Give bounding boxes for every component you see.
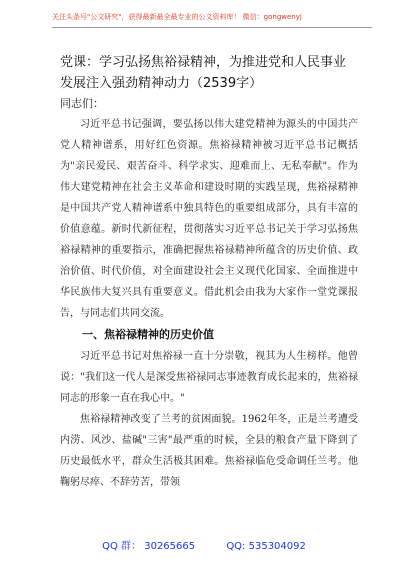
section-paragraph-2: 焦裕禄精神改变了兰考的贫困面貌。1962年冬，正是兰考遭受内涝、风沙、盐碱"三害"最严重的时候，全县的粮食产量下降到了历史最低水平，群众生活极其困难。焦裕禄临危受命调任兰考。他鞠躬尽瘁、不辞劳苦，带领: [60, 414, 358, 488]
document-title: 党课：学习弘扬焦裕禄精神，为推进党和人民事业发展注入强劲精神动力（2539字）: [60, 55, 347, 91]
section-paragraph-1: 习近平总书记对焦裕禄一直十分崇敬，视其为人生榜样。他曾说："我们这一代人是深受焦裕禄同志事迹教育成长起来的，焦裕禄同志的形象一直在我心中。": [60, 351, 358, 404]
document-body: [60, 52, 358, 493]
salutation: 同志们：: [60, 97, 104, 110]
footer-qq: QQ: 535304092: [226, 541, 306, 552]
header-note: 关注头条号"公文研究"，获得最新最全最专业的公文资料库！ 微信：gongwenyj: [52, 12, 372, 28]
intro-paragraph: 习近平总书记强调，要弘扬以伟大建党精神为源头的中国共产党人精神谱系，用好红色资源。焦裕禄精神被习近平总书记概括为"亲民爱民、艰苦奋斗、科学求实、迎难而上、无私奉献"。作为伟大建党精神在社会主义革命和建设时期的实践呈现，焦裕禄精神是中国共产党人精神谱系中独具特色的重要组成部分，具有丰富的价值意蕴。新时代新征程，贯彻落实习近平总书记关于学习弘扬焦裕禄精神的重要指示，准确把握焦裕禄精神所蕴含的历史价值、政治价值、时代价值，对全面建设社会主义现代化国家、全面推进中华民族伟大复兴具有重要意义。借此机会由我为大家作一堂党课报告，与同志们共同交流。: [60, 119, 358, 319]
section-heading: 一、焦裕禄精神的历史价值: [82, 328, 214, 341]
footer: [0, 537, 408, 552]
footer-qq-group: QQ 群： 30265665: [102, 541, 196, 552]
